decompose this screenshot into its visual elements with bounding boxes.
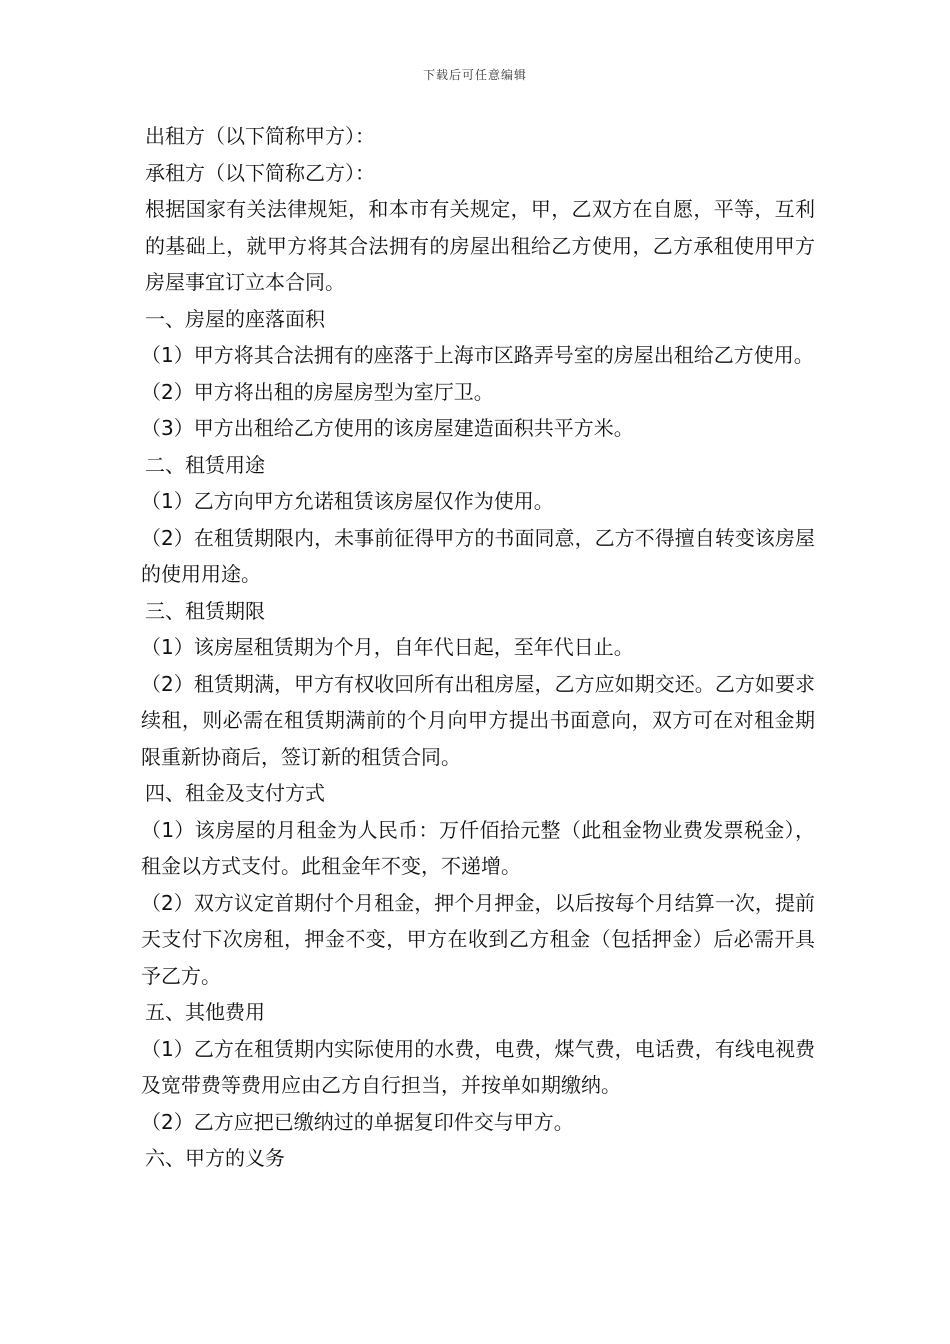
section-heading-1: 一、房屋的座落面积 [145,306,325,331]
section-heading-4: 四、租金及支付方式 [145,781,325,805]
lessor-line: 出租方（以下简称甲方）： [145,124,375,148]
preamble-paragraph: 根据国家有关法律规矩，和本市有关规定，甲，乙双方在自愿，平等，互利的基础上，就甲方将其合法拥有的房屋出租给乙方使用，乙方承租使用甲方房屋事宜订立本合同。 [145,197,815,294]
clause-5-1: （1）乙方在租赁期内实际使用的水费，电费，煤气费，电话费，有线电视费及宽带费等费用应由乙方自行担当，并按单如期缴纳。 [141,1036,815,1097]
lessee-line: 承租方（以下简称乙方）： [145,160,375,185]
section-heading-6: 六、甲方的义务 [145,1146,285,1170]
clause-2-2: （2）在租赁期限内，未事前征得甲方的书面同意，乙方不得擅自转变该房屋的使用用途。 [141,525,815,586]
clause-3-2: （2）租赁期满，甲方有权收回所有出租房屋，乙方应如期交还。乙方如要求续租，则必需在租赁期满前的个月向甲方提出书面意向，双方可在对租金期限重新协商后，签订新的租赁合同。 [141,671,815,769]
section-heading-3: 三、租赁期限 [145,598,265,623]
page-header-note: 下载后可任意编辑 [422,68,527,82]
section-heading-2: 二、租赁用途 [145,452,265,477]
clause-3-1: （1）该房屋租赁期为个月，自年代日起，至年代日止。 [141,635,634,659]
clause-4-1: （1）该房屋的月租金为人民币：万仟佰拾元整（此租金物业费发票税金），租金以方式支付。此租金年不变，不递增。 [141,817,815,878]
clause-1-1: （1）甲方将其合法拥有的座落于上海市区路弄号室的房屋出租给乙方使用。 [141,343,814,367]
clause-1-2: （2）甲方将出租的房屋房型为室厅卫。 [141,379,494,404]
section-heading-5: 五、其他费用 [145,1000,265,1024]
clause-5-2: （2）乙方应把已缴纳过的单据复印件交与甲方。 [141,1109,574,1134]
clause-2-1: （1）乙方向甲方允诺租赁该房屋仅作为使用。 [141,489,554,513]
contract-body [141,118,815,1177]
clause-4-2: （2）双方议定首期付个月租金，押个月押金，以后按每个月结算一次，提前天支付下次房租，押金不变，甲方在收到乙方租金（包括押金）后必需开具予乙方。 [141,890,815,988]
clause-1-3: （3）甲方出租给乙方使用的该房屋建造面积共平方米。 [141,416,634,440]
